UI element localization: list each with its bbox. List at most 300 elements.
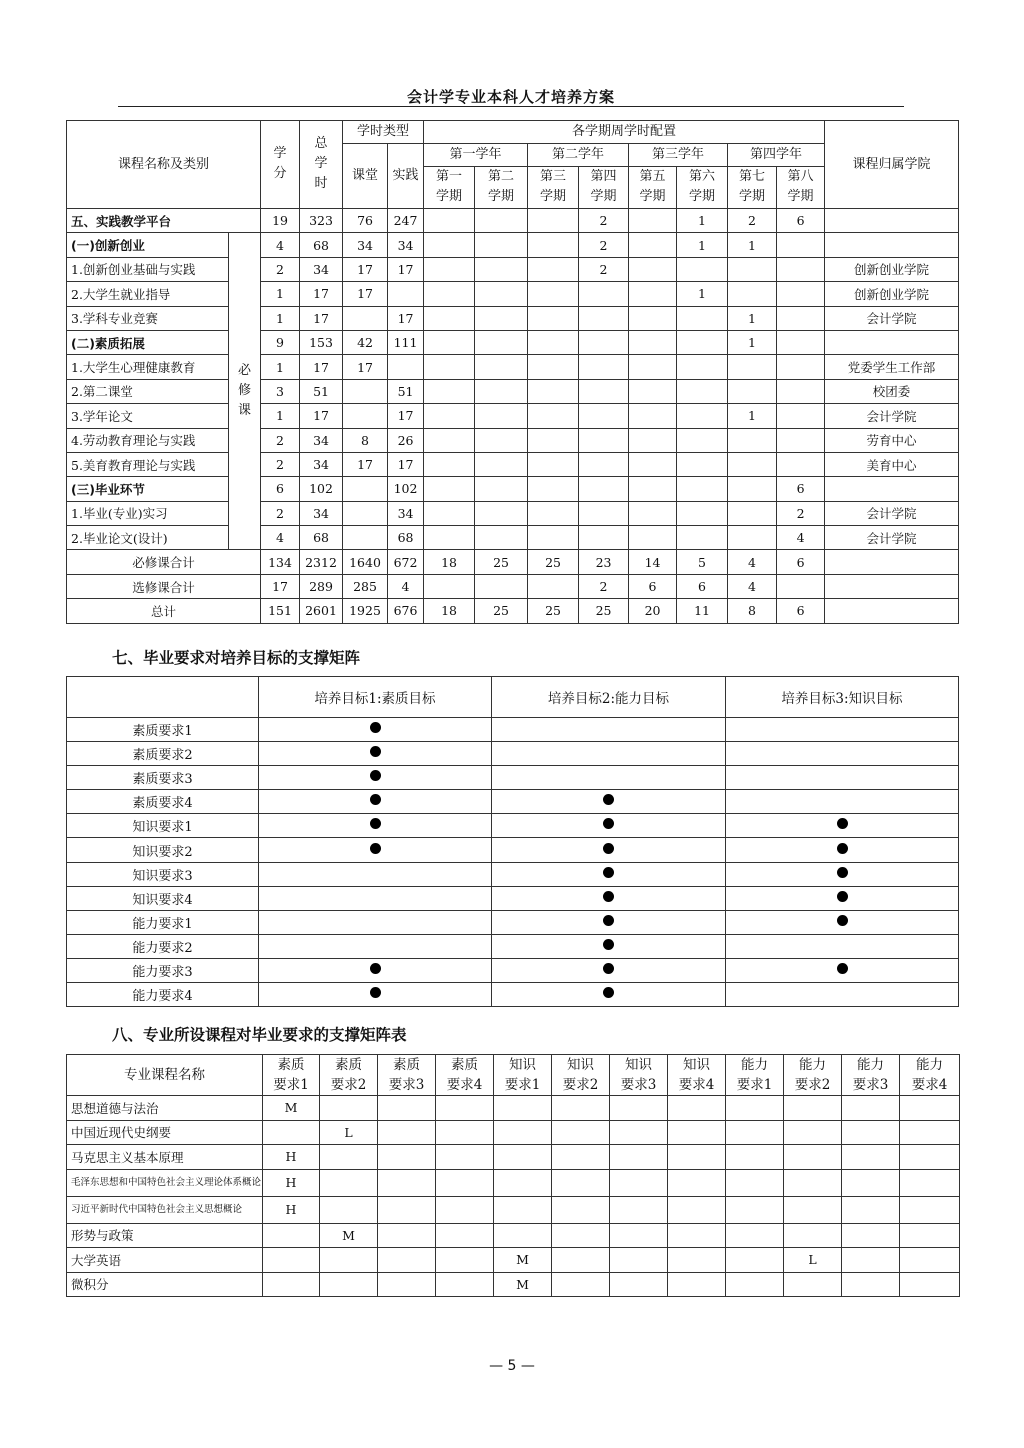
support-level-cell	[552, 1096, 610, 1121]
support-level-cell	[263, 1223, 320, 1248]
requirement-header-text-line: 要求4	[911, 1077, 948, 1093]
term-cell: 25	[528, 599, 579, 623]
course-name: 3.学科专业竞赛	[67, 306, 229, 330]
term-cell	[777, 404, 825, 428]
support-level-cell	[726, 1272, 784, 1297]
section7-title: 七、毕业要求对培养目标的支撑矩阵	[112, 649, 361, 667]
requirement-header-text-line: 知识	[625, 1057, 652, 1073]
support-dot-icon	[370, 770, 381, 781]
matrix-cell	[492, 790, 726, 814]
support-level-cell	[900, 1248, 960, 1273]
matrix-cell	[726, 838, 959, 862]
course-requirements-table	[66, 1054, 960, 1297]
credits-cell: 1	[261, 404, 300, 428]
support-level-cell: M	[494, 1248, 552, 1273]
support-level-cell	[842, 1169, 900, 1196]
requirement-header	[784, 1055, 842, 1096]
term-cell: 23	[579, 550, 629, 574]
support-dot-icon	[370, 987, 381, 998]
support-level-cell	[842, 1248, 900, 1273]
requirement-header-text-line: 要求2	[562, 1077, 599, 1093]
support-level-cell	[436, 1169, 494, 1196]
requirement-header-text-line: 能力	[916, 1057, 943, 1073]
support-level-cell	[610, 1169, 668, 1196]
term-cell: 4	[728, 550, 777, 574]
support-dot-icon	[370, 746, 381, 757]
classroom-cell	[343, 526, 388, 550]
matrix-cell	[492, 742, 726, 766]
support-level-cell	[436, 1196, 494, 1223]
required-course-label	[229, 233, 261, 550]
credits-cell: 2	[261, 257, 300, 281]
term-cell	[424, 477, 475, 501]
college-cell: 会计学院	[825, 526, 959, 550]
support-dot-icon	[603, 987, 614, 998]
term-header-text-line: 学期	[436, 189, 463, 204]
support-level-cell	[610, 1196, 668, 1223]
support-level-cell	[436, 1145, 494, 1170]
objective-header: 培养目标2:能力目标	[492, 677, 726, 718]
college-cell: 会计学院	[825, 501, 959, 525]
credits-cell: 2	[261, 428, 300, 452]
term-cell	[528, 501, 579, 525]
term-cell	[677, 330, 728, 354]
support-dot-icon	[370, 843, 381, 854]
matrix-cell	[259, 910, 492, 934]
course-name: 3.学年论文	[67, 404, 229, 428]
support-level-cell	[320, 1169, 378, 1196]
term-cell	[424, 233, 475, 257]
support-dot-icon	[837, 867, 848, 878]
practice-cell: 17	[388, 404, 424, 428]
term-header	[677, 167, 728, 209]
table-row	[67, 282, 959, 306]
support-level-cell	[378, 1096, 436, 1121]
term-cell	[728, 501, 777, 525]
total-hours-header-text-line: 总	[314, 136, 328, 151]
term-cell	[579, 379, 629, 403]
term-header-text-line: 第三	[540, 169, 567, 184]
support-level-cell: M	[320, 1223, 378, 1248]
support-level-cell	[436, 1272, 494, 1297]
hours-cell: 289	[300, 574, 343, 598]
matrix-cell	[726, 862, 959, 886]
practice-cell	[388, 282, 424, 306]
term-cell	[579, 477, 629, 501]
credits-cell: 4	[261, 526, 300, 550]
table-row	[67, 1169, 960, 1196]
hours-cell: 153	[300, 330, 343, 354]
term-cell	[424, 379, 475, 403]
term-cell: 6	[629, 574, 677, 598]
table-row	[67, 428, 959, 452]
support-dot-icon	[603, 818, 614, 829]
term-cell	[424, 355, 475, 379]
term-cell	[424, 501, 475, 525]
college-cell	[825, 209, 959, 233]
requirement-header-text-line: 要求2	[330, 1077, 367, 1093]
support-level-cell	[378, 1145, 436, 1170]
requirement-label: 素质要求4	[67, 790, 259, 814]
requirement-label: 能力要求3	[67, 958, 259, 982]
term-cell	[579, 404, 629, 428]
college-cell: 美育中心	[825, 452, 959, 476]
college-cell	[825, 477, 959, 501]
term-cell	[528, 330, 579, 354]
practice-cell: 17	[388, 452, 424, 476]
table-row	[67, 452, 959, 476]
term-header-text-line: 第六	[689, 169, 716, 184]
matrix-cell	[492, 886, 726, 910]
term-cell	[475, 428, 528, 452]
term-cell	[629, 428, 677, 452]
requirement-header-text-line: 要求1	[273, 1077, 309, 1093]
term-cell	[475, 233, 528, 257]
term-header-text-line: 第一	[436, 169, 463, 184]
hours-cell: 34	[300, 452, 343, 476]
term-cell	[677, 404, 728, 428]
term-cell	[579, 428, 629, 452]
term-header	[629, 167, 677, 209]
support-level-cell	[552, 1145, 610, 1170]
term-cell: 1	[677, 233, 728, 257]
credits-cell: 134	[261, 550, 300, 574]
page-header-title: 会计学专业本科人才培养方案	[406, 88, 615, 106]
support-level-cell	[784, 1145, 842, 1170]
course-name: 大学英语	[67, 1248, 263, 1273]
term-header-text-line: 第二	[488, 169, 515, 184]
support-level-cell	[263, 1272, 320, 1297]
matrix-cell	[492, 766, 726, 790]
classroom-cell: 1640	[343, 550, 388, 574]
term-header	[777, 167, 825, 209]
table1-header-row	[67, 121, 959, 144]
term-cell	[475, 477, 528, 501]
term-cell	[475, 501, 528, 525]
table-row	[67, 1272, 960, 1297]
table-row	[67, 766, 959, 790]
term-cell: 6	[777, 209, 825, 233]
support-level-cell	[726, 1120, 784, 1145]
term-header-text-line: 学期	[590, 189, 617, 204]
requirement-header	[552, 1055, 610, 1096]
support-dot-icon	[370, 794, 381, 805]
requirement-header-text-line: 要求3	[620, 1077, 657, 1093]
practice-cell: 51	[388, 379, 424, 403]
term-cell: 2	[579, 257, 629, 281]
support-level-cell: H	[263, 1169, 320, 1196]
term-cell	[528, 379, 579, 403]
requirement-header-text-line: 要求4	[678, 1077, 715, 1093]
term-cell: 25	[475, 550, 528, 574]
term-header-text-line: 学期	[639, 189, 666, 204]
table-row	[67, 1145, 960, 1170]
table-row	[67, 233, 959, 257]
term-cell	[475, 355, 528, 379]
matrix-cell	[726, 910, 959, 934]
term-cell	[677, 379, 728, 403]
course-name: 2.大学生就业指导	[67, 282, 229, 306]
term-cell: 1	[728, 306, 777, 330]
term-cell	[777, 428, 825, 452]
term-cell	[528, 452, 579, 476]
hours-cell: 17	[300, 355, 343, 379]
term-cell	[728, 282, 777, 306]
support-dot-icon	[603, 794, 614, 805]
support-level-cell	[436, 1248, 494, 1273]
matrix-cell	[492, 718, 726, 742]
classroom-cell: 17	[343, 452, 388, 476]
support-level-cell	[668, 1196, 726, 1223]
requirement-label: 素质要求1	[67, 718, 259, 742]
table-row	[67, 209, 959, 233]
requirement-header-text	[447, 1055, 483, 1095]
term-cell	[475, 257, 528, 281]
college-cell	[825, 599, 959, 623]
objective-header: 培养目标1:素质目标	[259, 677, 492, 718]
requirement-header	[900, 1055, 960, 1096]
college-cell: 会计学院	[825, 404, 959, 428]
course-name: 微积分	[67, 1272, 263, 1297]
college-cell	[825, 550, 959, 574]
support-level-cell	[378, 1223, 436, 1248]
table-row	[67, 330, 959, 354]
support-level-cell	[668, 1248, 726, 1273]
college-cell: 党委学生工作部	[825, 355, 959, 379]
year-header: 第四学年	[728, 144, 825, 167]
table-row	[67, 718, 959, 742]
requirement-header	[668, 1055, 726, 1096]
matrix-cell	[726, 742, 959, 766]
term-cell	[677, 501, 728, 525]
support-level-cell	[436, 1096, 494, 1121]
term-header-text	[488, 167, 514, 207]
course-name: 总计	[67, 599, 261, 623]
table-row	[67, 1248, 960, 1273]
term-cell	[424, 257, 475, 281]
course-name: 思想道德与法治	[67, 1096, 263, 1121]
classroom-cell	[343, 404, 388, 428]
term-cell	[728, 477, 777, 501]
practice-header: 实践	[388, 144, 424, 209]
matrix-cell	[259, 790, 492, 814]
requirement-header-text	[912, 1055, 948, 1095]
credits-cell: 2	[261, 501, 300, 525]
term-cell	[424, 574, 475, 598]
table-row	[67, 814, 959, 838]
term-cell: 1	[677, 209, 728, 233]
term-cell	[424, 330, 475, 354]
support-level-cell	[726, 1196, 784, 1223]
term-cell	[629, 330, 677, 354]
hours-cell: 68	[300, 526, 343, 550]
support-dot-icon	[837, 915, 848, 926]
college-cell: 校团委	[825, 379, 959, 403]
requirement-header-text	[621, 1055, 657, 1095]
support-level-cell	[610, 1248, 668, 1273]
support-level-cell	[552, 1169, 610, 1196]
classroom-cell: 17	[343, 355, 388, 379]
table-row	[67, 838, 959, 862]
header-rule	[118, 106, 904, 107]
term-cell	[424, 209, 475, 233]
support-level-cell	[263, 1248, 320, 1273]
credits-cell: 6	[261, 477, 300, 501]
course-name: 1.毕业(专业)实习	[67, 501, 229, 525]
support-level-cell	[842, 1096, 900, 1121]
term-cell: 1	[677, 282, 728, 306]
course-name: 2.第二课堂	[67, 379, 229, 403]
support-level-cell	[320, 1145, 378, 1170]
support-level-cell	[320, 1272, 378, 1297]
support-level-cell	[610, 1223, 668, 1248]
support-level-cell	[378, 1272, 436, 1297]
table-row	[67, 934, 959, 958]
term-header-text-line: 学期	[488, 189, 515, 204]
matrix-cell	[492, 958, 726, 982]
support-level-cell	[668, 1169, 726, 1196]
term-cell	[424, 404, 475, 428]
table-row	[67, 1096, 960, 1121]
course-header: 课程名称及类别	[67, 121, 261, 209]
required-course-label-text-line: 修	[238, 383, 252, 399]
requirement-header-text-line: 知识	[509, 1057, 536, 1073]
credits-cell: 17	[261, 574, 300, 598]
support-level-cell	[842, 1120, 900, 1145]
term-cell	[475, 404, 528, 428]
term-cell: 6	[677, 574, 728, 598]
term-cell	[579, 330, 629, 354]
term-cell	[579, 452, 629, 476]
term-cell	[528, 404, 579, 428]
hours-cell: 102	[300, 477, 343, 501]
credits-header-text	[274, 144, 287, 184]
support-level-cell	[320, 1248, 378, 1273]
term-cell	[629, 452, 677, 476]
support-level-cell	[378, 1248, 436, 1273]
practice-cell: 34	[388, 501, 424, 525]
requirement-header-text-line: 要求4	[446, 1077, 483, 1093]
term-header-text-line: 第八	[787, 169, 814, 184]
requirement-header-text-line: 要求3	[852, 1077, 889, 1093]
course-name: 4.劳动教育理论与实践	[67, 428, 229, 452]
hours-cell: 17	[300, 306, 343, 330]
support-level-cell	[726, 1223, 784, 1248]
matrix-cell	[492, 910, 726, 934]
support-level-cell	[320, 1096, 378, 1121]
credits-cell: 9	[261, 330, 300, 354]
matrix-cell	[259, 838, 492, 862]
support-level-cell	[784, 1223, 842, 1248]
requirement-label: 能力要求4	[67, 983, 259, 1007]
term-cell	[777, 330, 825, 354]
support-level-cell	[320, 1196, 378, 1223]
course-name: 1.创新创业基础与实践	[67, 257, 229, 281]
term-cell	[475, 209, 528, 233]
practice-cell: 17	[388, 306, 424, 330]
table3-header-row	[67, 1055, 960, 1096]
support-level-cell	[726, 1096, 784, 1121]
support-level-cell	[900, 1196, 960, 1223]
support-level-cell	[784, 1196, 842, 1223]
term-cell	[777, 233, 825, 257]
matrix-cell	[259, 766, 492, 790]
hours-cell: 17	[300, 404, 343, 428]
term-cell	[677, 477, 728, 501]
college-cell: 创新创业学院	[825, 282, 959, 306]
support-dot-icon	[837, 963, 848, 974]
term-cell	[579, 306, 629, 330]
term-cell	[528, 355, 579, 379]
term-cell	[629, 233, 677, 257]
support-level-cell	[378, 1196, 436, 1223]
support-level-cell	[552, 1196, 610, 1223]
term-cell	[528, 209, 579, 233]
term-cell	[728, 379, 777, 403]
term-cell	[475, 306, 528, 330]
term-header-text	[436, 167, 462, 207]
term-cell: 1	[728, 330, 777, 354]
term-header-text-line: 学期	[540, 189, 567, 204]
requirement-label: 知识要求2	[67, 838, 259, 862]
term-cell	[475, 330, 528, 354]
term-header-text-line: 学期	[787, 189, 814, 204]
term-cell	[424, 428, 475, 452]
term-cell: 25	[579, 599, 629, 623]
requirement-header-text	[505, 1055, 541, 1095]
term-header-text-line: 学期	[739, 189, 766, 204]
table-row	[67, 983, 959, 1007]
practice-cell: 672	[388, 550, 424, 574]
hours-cell: 68	[300, 233, 343, 257]
credits-cell: 1	[261, 282, 300, 306]
support-level-cell	[263, 1120, 320, 1145]
support-dot-icon	[837, 843, 848, 854]
hours-cell: 2601	[300, 599, 343, 623]
weekly-hours-header: 各学期周学时配置	[424, 121, 825, 144]
term-cell	[629, 282, 677, 306]
support-level-cell	[668, 1096, 726, 1121]
support-level-cell	[610, 1272, 668, 1297]
support-level-cell	[610, 1145, 668, 1170]
requirement-header-text	[679, 1055, 715, 1095]
term-cell	[728, 428, 777, 452]
practice-cell: 68	[388, 526, 424, 550]
support-dot-icon	[603, 915, 614, 926]
credits-header	[261, 121, 300, 209]
credits-cell: 4	[261, 233, 300, 257]
support-level-cell	[610, 1120, 668, 1145]
support-level-cell	[494, 1120, 552, 1145]
total-hours-header-text-line: 学	[314, 156, 328, 171]
support-level-cell	[900, 1120, 960, 1145]
requirement-header-text-line: 要求2	[794, 1077, 831, 1093]
term-cell	[728, 355, 777, 379]
term-cell	[579, 501, 629, 525]
requirement-header-text-line: 知识	[567, 1057, 594, 1073]
term-cell	[629, 355, 677, 379]
hours-cell: 2312	[300, 550, 343, 574]
course-name: 习近平新时代中国特色社会主义思想概论	[67, 1196, 263, 1223]
support-dot-icon	[603, 867, 614, 878]
hour-type-header: 学时类型	[343, 121, 424, 144]
term-cell: 2	[728, 209, 777, 233]
term-cell	[677, 306, 728, 330]
requirement-label: 能力要求1	[67, 910, 259, 934]
term-cell	[629, 404, 677, 428]
requirement-label: 素质要求3	[67, 766, 259, 790]
table-row	[67, 958, 959, 982]
